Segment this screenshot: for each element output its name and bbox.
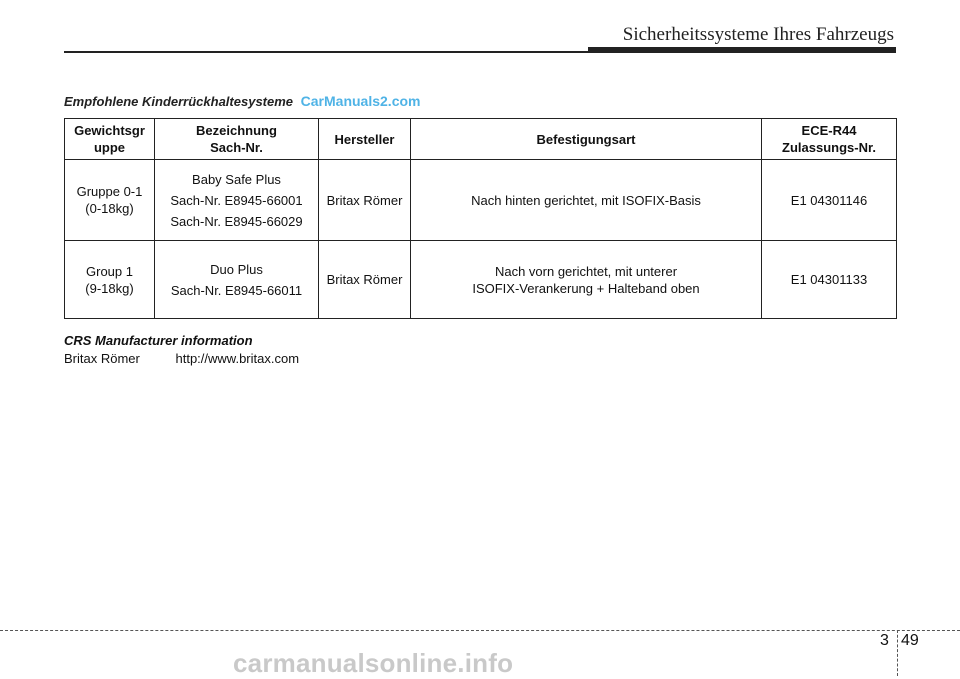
header-rule-thick: [588, 47, 896, 53]
header-approval: ECE-R44 Zulassungs-Nr.: [762, 119, 897, 160]
cell-group: Group 1 (9-18kg): [65, 241, 155, 319]
cell-manufacturer: Britax Römer: [319, 241, 411, 319]
manufacturer-info-line: [64, 351, 299, 366]
cell-approval: E1 04301146: [762, 160, 897, 241]
cell-designation: Duo Plus Sach-Nr. E8945-66011: [155, 241, 319, 319]
page-number-separator: [897, 630, 898, 676]
header-title: Sicherheitssysteme Ihres Fahrzeugs: [622, 24, 894, 45]
section-heading: [64, 93, 420, 109]
footer-dashed-rule: [0, 630, 960, 631]
table-row: [65, 160, 897, 241]
crs-table: [64, 118, 897, 319]
cell-group: Gruppe 0-1 (0-18kg): [65, 160, 155, 241]
table-header-row: [65, 119, 897, 160]
manufacturer-name: Britax Römer: [64, 351, 140, 366]
header-rule-thin: [64, 51, 588, 53]
header-designation: Bezeichnung Sach-Nr.: [155, 119, 319, 160]
manufacturer-url-link[interactable]: http://www.britax.com: [175, 351, 300, 366]
header-fastening: Befestigungsart: [411, 119, 762, 160]
header-weight-group: Gewichtsgr uppe: [65, 119, 155, 160]
cell-fastening: Nach hinten gerichtet, mit ISOFIX-Basis: [411, 160, 762, 241]
section-heading-text: Empfohlene Kinderrückhaltesysteme: [64, 94, 294, 109]
section-number: 3: [880, 632, 889, 649]
carmanuals-watermark[interactable]: CarManuals2.com: [300, 93, 421, 109]
cell-designation: Baby Safe Plus Sach-Nr. E8945-66001 Sach-Nr. E8945-66029: [155, 160, 319, 241]
table-row: [65, 241, 897, 319]
manufacturer-info-heading: CRS Manufacturer information: [64, 333, 253, 348]
header-manufacturer: Hersteller: [319, 119, 411, 160]
page-number: 49: [901, 632, 919, 649]
cell-approval: E1 04301133: [762, 241, 897, 319]
cell-manufacturer: Britax Römer: [319, 160, 411, 241]
site-watermark: carmanualsonline.info: [233, 648, 514, 678]
cell-fastening: Nach vorn gerichtet, mit unterer ISOFIX-Verankerung + Halteband oben: [411, 241, 762, 319]
